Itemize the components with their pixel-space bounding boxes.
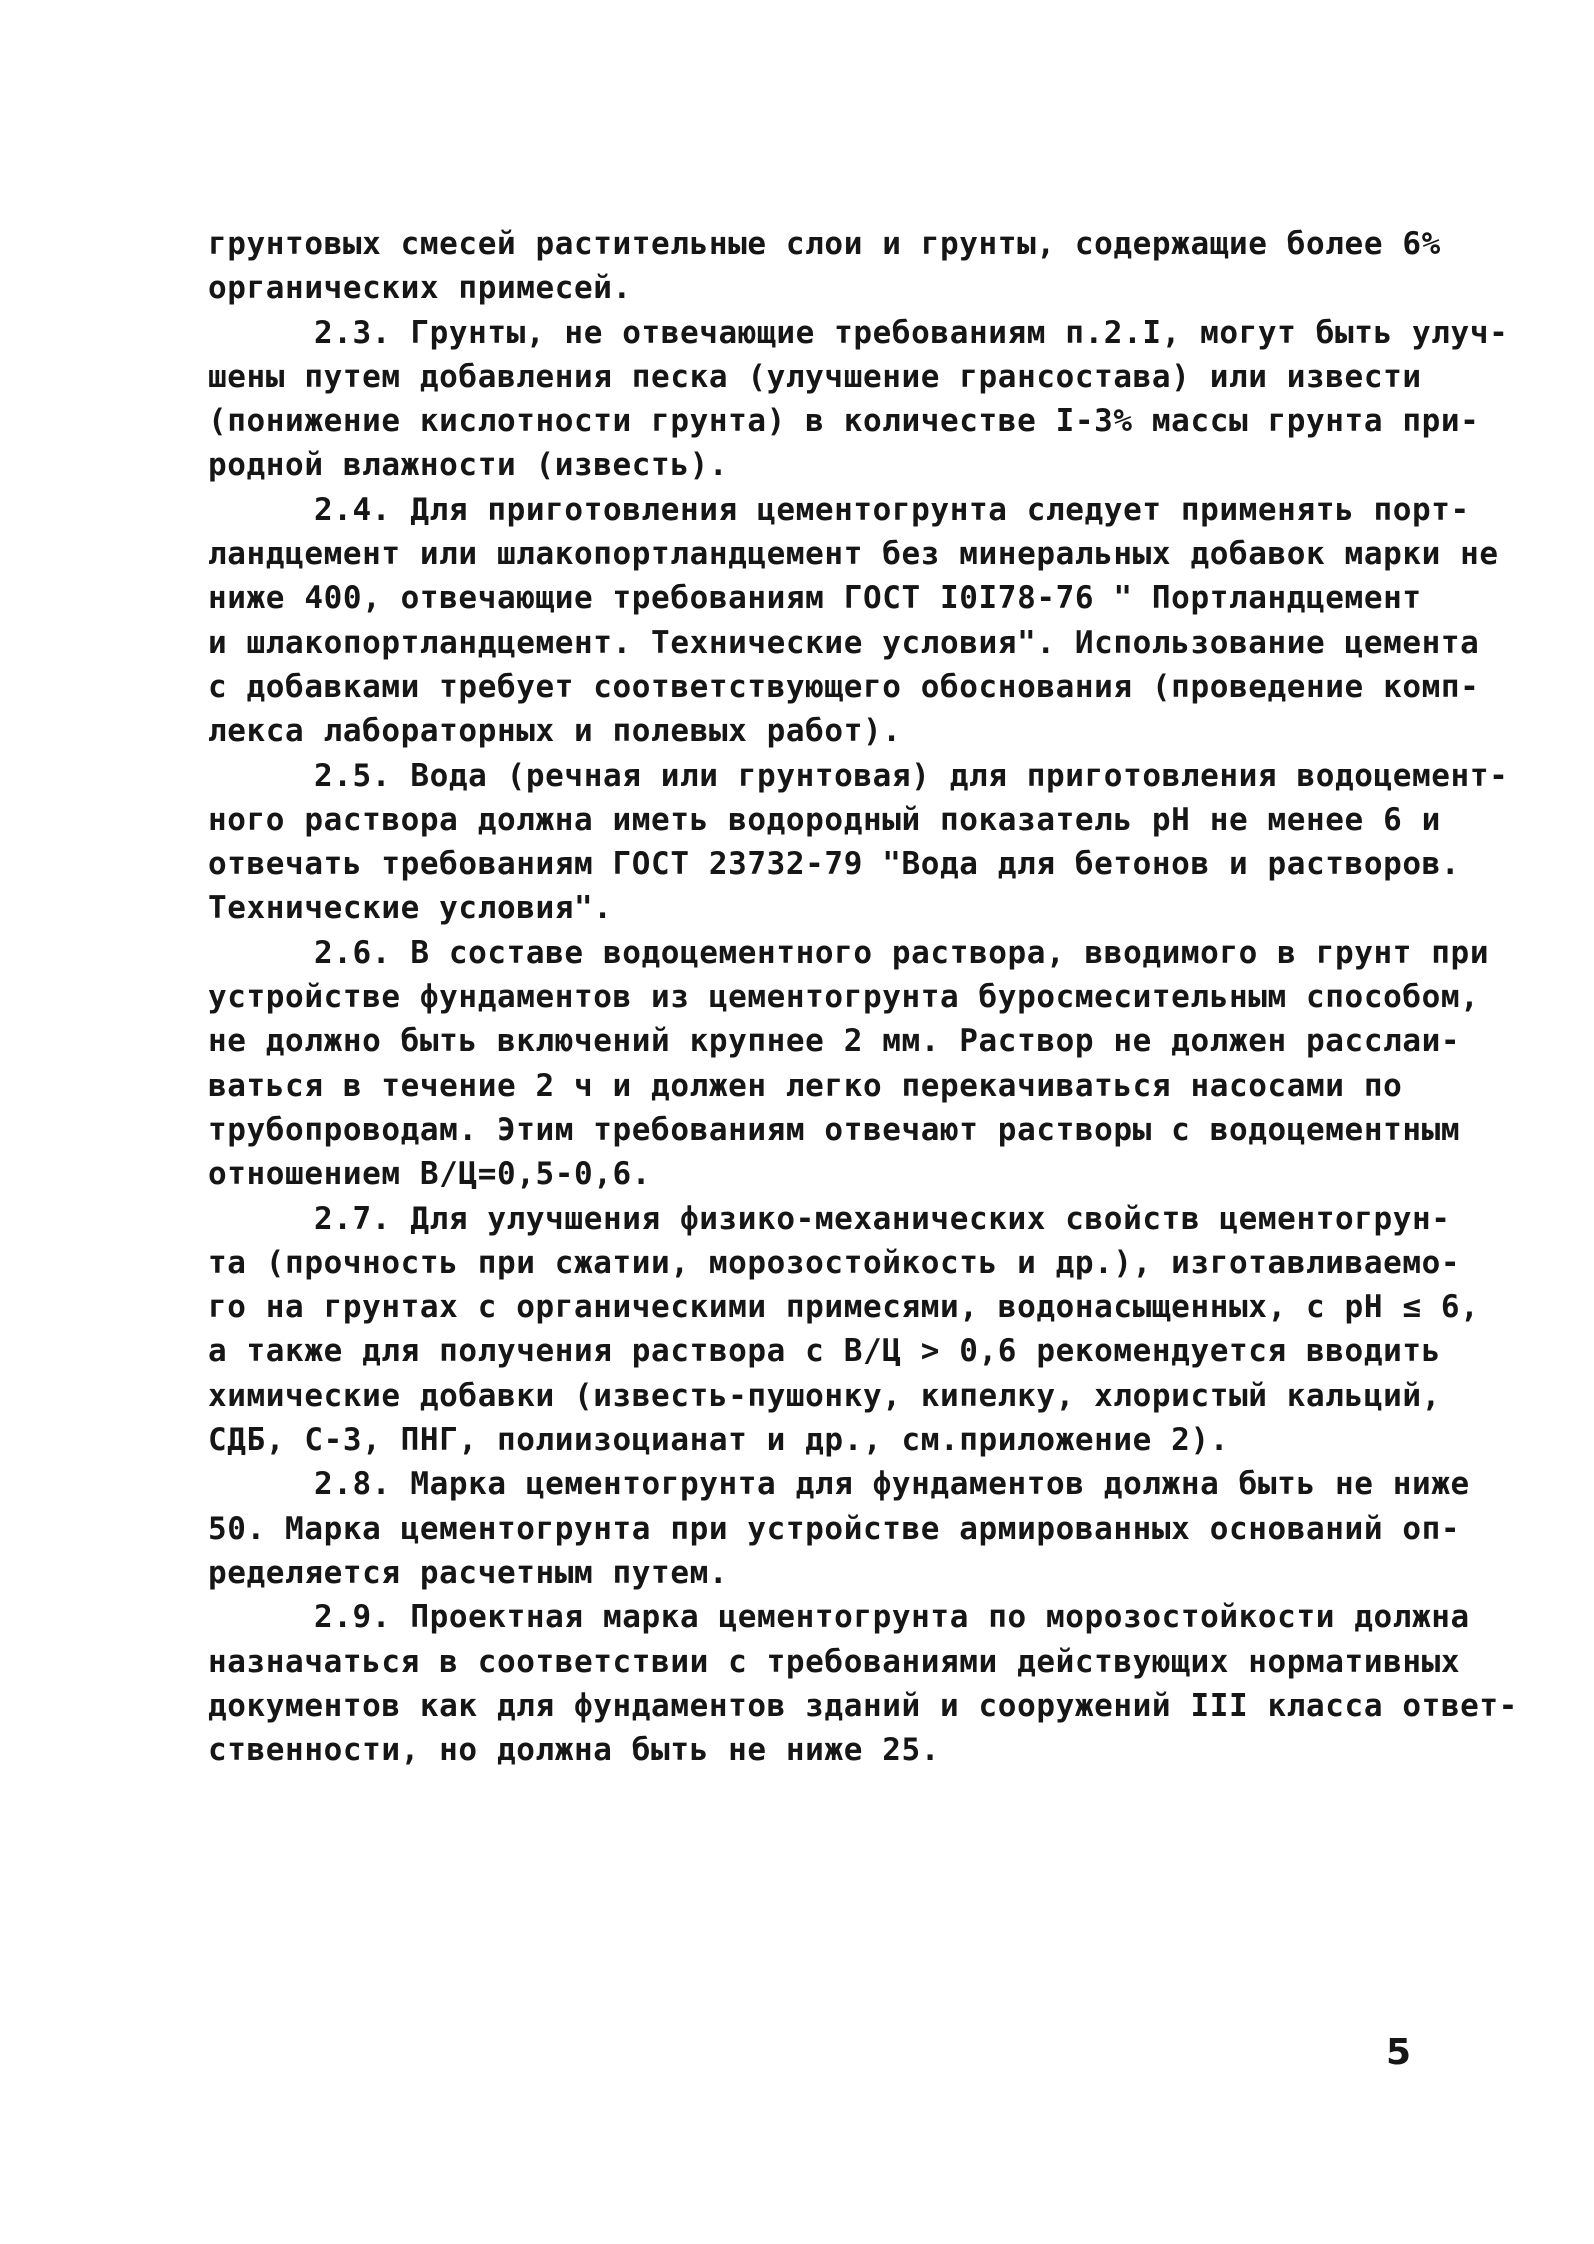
text-line: ниже 400, отвечающие требованиям ГОСТ I0I78-76 " Портландцемент: [208, 580, 1422, 617]
text-line: не должно быть включений крупнее 2 мм. Раствор не должен расслаи-: [208, 1023, 1461, 1060]
text-line: грунтовых смесей растительные слои и грунты, содержащие более 6%: [208, 226, 1441, 262]
paragraph-2-9-start: 2.9. Проектная марка цементогрунта по морозостойкости должна: [314, 1599, 1470, 1636]
text-line: Технические условия".: [208, 890, 613, 927]
text-line: документов как для фундаментов зданий и сооружений III класса ответ-: [208, 1687, 1518, 1724]
paragraph-2-3-start: 2.3. Грунты, не отвечающие требованиям п.2.I, могут быть улуч-: [314, 314, 1509, 351]
page-number: 5: [1386, 2032, 1412, 2073]
text-line: устройстве фундаментов из цементогрунта буросмесительным способом,: [208, 979, 1480, 1016]
text-line: а также для получения раствора с В/Ц > 0,6 рекомендуется вводить: [208, 1333, 1441, 1370]
paragraph-2-7-start: 2.7. Для улучшения физико-механических свойств цементогрун-: [314, 1200, 1451, 1237]
text-line: ваться в течение 2 ч и должен легко перекачиваться насосами по: [208, 1067, 1403, 1104]
text-line: химические добавки (известь-пушонку, кипелку, хлористый кальций,: [208, 1377, 1441, 1414]
paragraph-2-8-start: 2.8. Марка цементогрунта для фундаментов должна быть не ниже: [314, 1466, 1470, 1503]
text-line: ландцемент или шлакопортландцемент без минеральных добавок марки не: [208, 536, 1499, 573]
text-line: шены путем добавления песка (улучшение грансостава) или извести: [208, 358, 1422, 395]
paragraph-2-4-start: 2.4. Для приготовления цементогрунта следует применять порт-: [314, 491, 1470, 528]
text-line: ределяется расчетным путем.: [208, 1554, 729, 1591]
text-line: (понижение кислотности грунта) в количестве I-3% массы грунта при-: [208, 403, 1480, 440]
text-line: родной влажности (известь).: [208, 447, 729, 484]
text-line: го на грунтах с органическими примесями, водонасыщенных, с рН ≤ 6,: [208, 1289, 1480, 1326]
text-line: органических примесей.: [208, 270, 632, 307]
text-line: 50. Марка цементогрунта при устройстве армированных оснований оп-: [208, 1510, 1461, 1547]
text-line: с добавками требует соответствующего обоснования (проведение комп-: [208, 668, 1480, 705]
body-text: [208, 222, 1518, 1772]
text-line: ного раствора должна иметь водородный показатель рН не менее 6 и: [208, 801, 1441, 838]
text-line: ственности, но должна быть не ниже 25.: [208, 1732, 941, 1769]
text-line: та (прочность при сжатии, морозостойкость и др.), изготавливаемо-: [208, 1244, 1461, 1281]
text-line: СДБ, С-3, ПНГ, полиизоцианат и др., см.приложение 2).: [208, 1422, 1229, 1459]
paragraph-2-5-start: 2.5. Вода (речная или грунтовая) для приготовления водоцемент-: [314, 757, 1509, 794]
text-line: и шлакопортландцемент. Технические условия". Использование цемента: [208, 624, 1480, 661]
text-line: трубопроводам. Этим требованиям отвечают растворы с водоцементным: [208, 1111, 1461, 1148]
text-line: лекса лабораторных и полевых работ).: [208, 713, 902, 750]
text-line: отношением В/Ц=0,5-0,6.: [208, 1156, 652, 1193]
paragraph-2-6-start: 2.6. В составе водоцементного раствора, вводимого в грунт при: [314, 934, 1490, 971]
text-line: назначаться в соответствии с требованиями действующих нормативных: [208, 1643, 1461, 1680]
text-line: отвечать требованиям ГОСТ 23732-79 "Вода для бетонов и растворов.: [208, 846, 1461, 883]
